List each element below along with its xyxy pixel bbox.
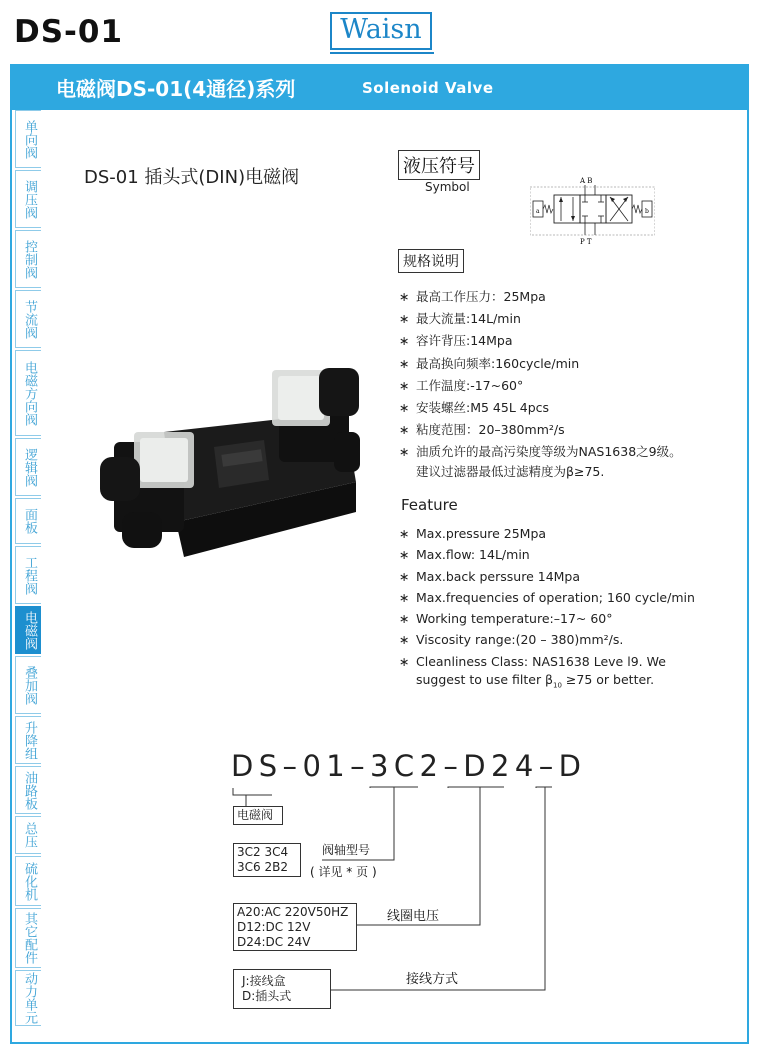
sidebar-tab[interactable]: 调压阀 — [15, 170, 41, 228]
product-title: DS-01 插头式(DIN)电磁阀 — [84, 167, 300, 188]
symbol-label-a: a — [536, 208, 540, 215]
specs-title: 规格说明 — [398, 249, 464, 273]
sidebar-tab[interactable]: 其它配件 — [15, 908, 41, 968]
brand-logo: Waisn — [330, 12, 432, 50]
wiring-box — [233, 969, 331, 1009]
spec-item — [399, 375, 682, 397]
bullet-star-icon: ∗ — [399, 400, 410, 416]
feature-item — [399, 587, 695, 608]
spec-item — [399, 308, 682, 330]
feature-item — [399, 544, 695, 565]
product-photo — [94, 362, 364, 582]
spec-text: 安装螺丝:M5 45L 4pcs — [416, 400, 550, 416]
bullet-star-icon: ∗ — [399, 377, 410, 393]
symbol-label-b: b — [645, 208, 649, 215]
wiring-label: 接线方式 — [406, 972, 459, 987]
spec-text: 最大流量:14L/min — [416, 311, 521, 327]
sidebar-tab[interactable]: 电磁方向阀 — [15, 350, 41, 436]
spec-text: 容许背压:14Mpa — [416, 333, 513, 349]
feature-text: Max.flow: 14L/min — [416, 547, 530, 563]
spec-text: 粘度范围：20–380mm²/s — [416, 422, 565, 438]
spec-item — [399, 286, 682, 308]
banner-title-cn: 电磁阀DS-01(4通径)系列 — [56, 77, 296, 101]
spec-item — [399, 330, 682, 352]
wiring-option: D:插头式 — [242, 989, 292, 1003]
feature-item — [399, 629, 695, 650]
spool-note: ( 详见 * 页 ) — [310, 865, 377, 879]
sidebar-tab[interactable]: 电磁阀 — [15, 606, 41, 654]
bullet-star-icon: ∗ — [399, 653, 410, 669]
sidebar-tab[interactable]: 节流阀 — [15, 290, 41, 348]
bullet-star-icon: ∗ — [399, 568, 410, 584]
bullet-star-icon: ∗ — [399, 422, 410, 438]
spool-label: 阀轴型号 — [322, 843, 371, 857]
feature-list — [399, 523, 695, 694]
logo-underline — [330, 52, 434, 54]
feature-text: Max.back perssure 14Mpa — [416, 568, 581, 584]
wiring-option: J:接线盒 — [242, 974, 286, 988]
feature-text: Working temperature:–17~ 60° — [416, 611, 613, 627]
feature-title: Feature — [401, 496, 458, 514]
symbol-ports-bottom: P T — [580, 238, 592, 245]
feature-item — [399, 651, 695, 672]
part-code-string: DS–01–3C2–D24–D — [231, 749, 587, 783]
feature-text: Max.frequencies of operation; 160 cycle/min — [416, 589, 695, 605]
bullet-star-icon: ∗ — [399, 333, 410, 349]
spec-text: 工作温度:-17~60° — [416, 377, 524, 393]
feature-item — [399, 566, 695, 587]
spool-option: 3C6 2B2 — [237, 860, 288, 874]
spec-text: 最高换向频率:160cycle/min — [416, 355, 580, 371]
hydraulic-symbol-diagram — [530, 175, 655, 245]
voltage-label: 线圈电压 — [387, 909, 440, 924]
category-sidebar — [12, 110, 42, 1042]
symbol-title: 液压符号 — [398, 150, 480, 180]
sidebar-tab[interactable]: 油路板 — [15, 766, 41, 814]
feature-item — [399, 608, 695, 629]
feature-item — [399, 523, 695, 544]
symbol-subtitle: Symbol — [425, 180, 470, 194]
type-box-label: 电磁阀 — [237, 808, 274, 822]
bullet-star-icon: ∗ — [399, 589, 410, 605]
bullet-star-icon: ∗ — [399, 611, 410, 627]
sidebar-tab[interactable]: 面板 — [15, 498, 41, 544]
sidebar-tab[interactable]: 单向阀 — [15, 110, 41, 168]
feature-text: Viscosity range:(20 – 380)mm²/s. — [416, 632, 624, 648]
spec-text: 最高工作压力：25Mpa — [416, 289, 546, 304]
banner-title-en: Solenoid Valve — [362, 79, 494, 97]
bullet-star-icon: ∗ — [399, 632, 410, 648]
feature-note: suggest to use filter $\beta_{10} \ge 75$ or better. — [416, 672, 655, 690]
bullet-star-icon: ∗ — [399, 355, 410, 371]
sidebar-tab[interactable]: 控制阀 — [15, 230, 41, 288]
sidebar-tab[interactable]: 工程阀 — [15, 546, 41, 604]
sidebar-tab[interactable]: 逻辑阀 — [15, 438, 41, 496]
feature-text: Cleanliness Class: NAS1638 Leve l9. We — [416, 653, 666, 669]
bullet-star-icon: ∗ — [399, 444, 410, 460]
spool-option: 3C2 3C4 — [237, 845, 289, 859]
spool-box — [233, 843, 301, 877]
sidebar-tab[interactable]: 硫化机 — [15, 856, 41, 906]
bullet-star-icon: ∗ — [399, 547, 410, 563]
feature-text: Max.pressure 25Mpa — [416, 526, 547, 541]
bullet-star-icon: ∗ — [399, 311, 410, 327]
voltage-option: A20:AC 220V50HZ — [237, 905, 349, 919]
sidebar-tab[interactable]: 叠加阀 — [15, 656, 41, 714]
symbol-ports-top: A B — [580, 177, 593, 185]
spec-item — [399, 397, 682, 419]
sidebar-tab[interactable]: 总压 — [15, 816, 41, 854]
spec-item — [399, 419, 682, 441]
sidebar-tab[interactable]: 动力单元 — [15, 970, 41, 1026]
voltage-box — [233, 903, 357, 951]
voltage-option: D12:DC 12V — [237, 920, 311, 934]
spec-text: 油质允许的最高污染度等级为NAS1638之9级。 — [416, 444, 682, 460]
model-code: DS-01 — [14, 14, 124, 50]
type-box — [233, 806, 283, 825]
bullet-star-icon: ∗ — [399, 526, 410, 541]
specs-list — [399, 286, 682, 480]
voltage-option: D24:DC 24V — [237, 935, 311, 949]
bullet-star-icon: ∗ — [399, 289, 410, 304]
sidebar-tab[interactable]: 升降组 — [15, 716, 41, 764]
spec-item — [399, 441, 682, 463]
spec-note: 建议过滤器最低过滤精度为β≥75. — [416, 463, 605, 479]
spec-item — [399, 353, 682, 375]
